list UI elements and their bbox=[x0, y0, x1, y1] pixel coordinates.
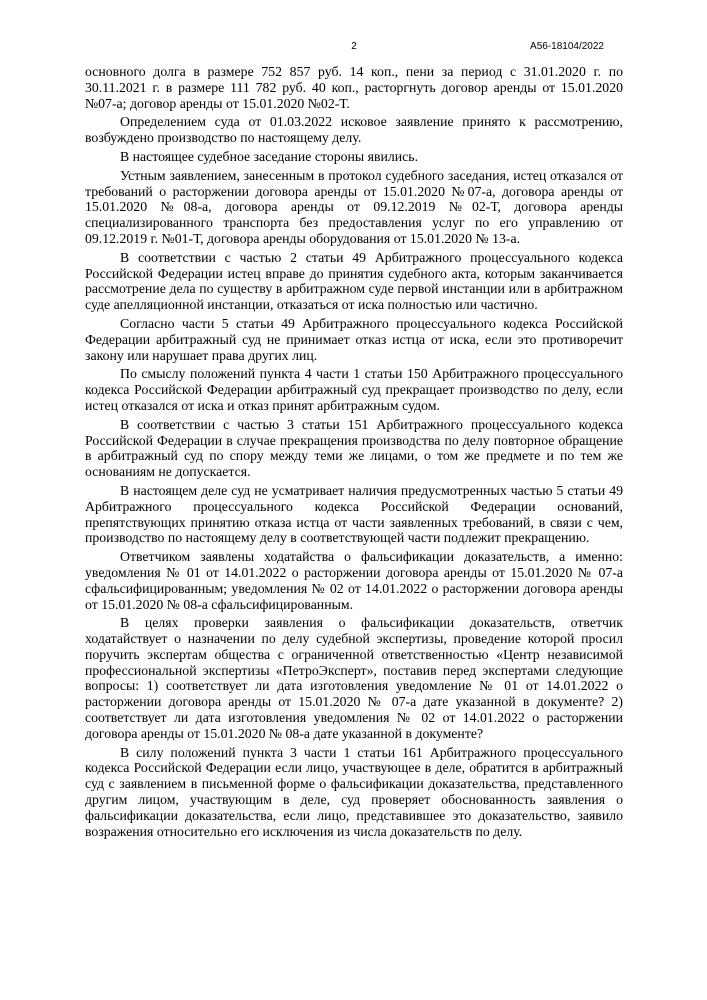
paragraph: По смыслу положений пункта 4 части 1 статьи 150 Арбитражного процессуального кодекса Российской Федерации арбитражный суд прекращает производство по делу, если истец отказался от иска и отказ принят арбитражным судом. bbox=[85, 366, 623, 413]
case-number: А56-18104/2022 bbox=[530, 41, 604, 52]
paragraph: Определением суда от 01.03.2022 исковое заявление принято к рассмотрению, возбуждено производство по настоящему делу. bbox=[85, 114, 623, 146]
document-body bbox=[85, 64, 623, 842]
paragraph: Согласно части 5 статьи 49 Арбитражного процессуального кодекса Российской Федерации арбитражный суд не принимает отказ истца от иска, если это противоречит закону или нарушает права других лиц. bbox=[85, 315, 623, 363]
paragraph: В соответствии с частью 2 статьи 49 Арбитражного процессуального кодекса Российской Федерации истец вправе до принятия судебного акта, которым заканчивается рассмотрение дела по существу в арбитражном суде первой инстанции или в арбитражном суде апелляционной инстанции, отказаться от иска полностью или частично. bbox=[85, 249, 623, 313]
paragraph: В силу положений пункта 3 части 1 статьи 161 Арбитражного процессуального кодекса Российской Федерации если лицо, участвующее в деле, обратится в арбитражный суд с заявлением в письменной форме о фальсификации доказательства, представленного другим лицом, участвующим в деле, суд проверяет обоснованность заявления о фальсификации доказательства, если лицо, представившее это доказательство, заявило возражения относительно его исключения из числа доказательств по делу. bbox=[85, 744, 623, 839]
paragraph: В соответствии с частью 3 статьи 151 Арбитражного процессуального кодекса Российской Федерации в случае прекращения производства по делу повторное обращение в арбитражный суд по спору между теми же лицами, о том же предмете и по тем же основаниям не допускается. bbox=[85, 416, 623, 480]
paragraph: В целях проверки заявления о фальсификации доказательств, ответчик ходатайствует о назначении по делу судебной экспертизы, проведение которой просил поручить экспертам общества с ограниченной ответственностью «Центр независимой профессиональной экспертизы «ПетроЭксперт», поставив перед экспертами следующие вопросы: 1) соответствует ли дата изготовления уведомление № 01 от 14.01.2022 о расторжении договора аренды от 15.01.2020 № 07-а дате указанной в документе? 2) соответствует ли дата изготовления уведомления № 02 от 14.01.2022 о расторжении договора аренды от 15.01.2020 № 08-а дате указанной в документе? bbox=[85, 615, 623, 741]
paragraph: Ответчиком заявлены ходатайства о фальсификации доказательств, а именно: уведомления № 01 от 14.01.2022 о расторжении договора аренды от 15.01.2020 № 07-а сфальсифицированным; уведомления № 02 от 14.01.2022 о расторжении договора аренды от 15.01.2020 № 08-а сфальсифицированным. bbox=[85, 549, 623, 612]
paragraph: В настоящем деле суд не усматривает наличия предусмотренных частью 5 статьи 49 Арбитражного процессуального кодекса Российской Федерации оснований, препятствующих принятию отказа истца от части заявленных требований, в связи с чем, производство по настоящему делу в соответствующей части подлежит прекращению. bbox=[85, 482, 623, 546]
paragraph: Устным заявлением, занесенным в протокол судебного заседания, истец отказался от требований о расторжении договора аренды от 15.01.2020 №07-а, договора аренды от 15.01.2020 №08-а, договора аренды от 09.12.2019 №02-Т, договора аренды специализированного транспорта без предоставления услуг по его управлению от 09.12.2019 г. №01-Т, договора аренды оборудования от 15.01.2020 № 13-а. bbox=[85, 167, 623, 246]
paragraph: В настоящее судебное заседание стороны явились. bbox=[120, 148, 419, 164]
page-number: 2 bbox=[351, 41, 357, 52]
paragraph: основного долга в размере 752 857 руб. 14 коп., пени за период с 31.01.2020 г. по 30.11.2021 г. в размере 111 782 руб. 40 коп., расторгнуть договор аренды от 15.01.2020 №07-а; договор аренды от 15.01.2020 №02-Т. bbox=[85, 64, 623, 111]
